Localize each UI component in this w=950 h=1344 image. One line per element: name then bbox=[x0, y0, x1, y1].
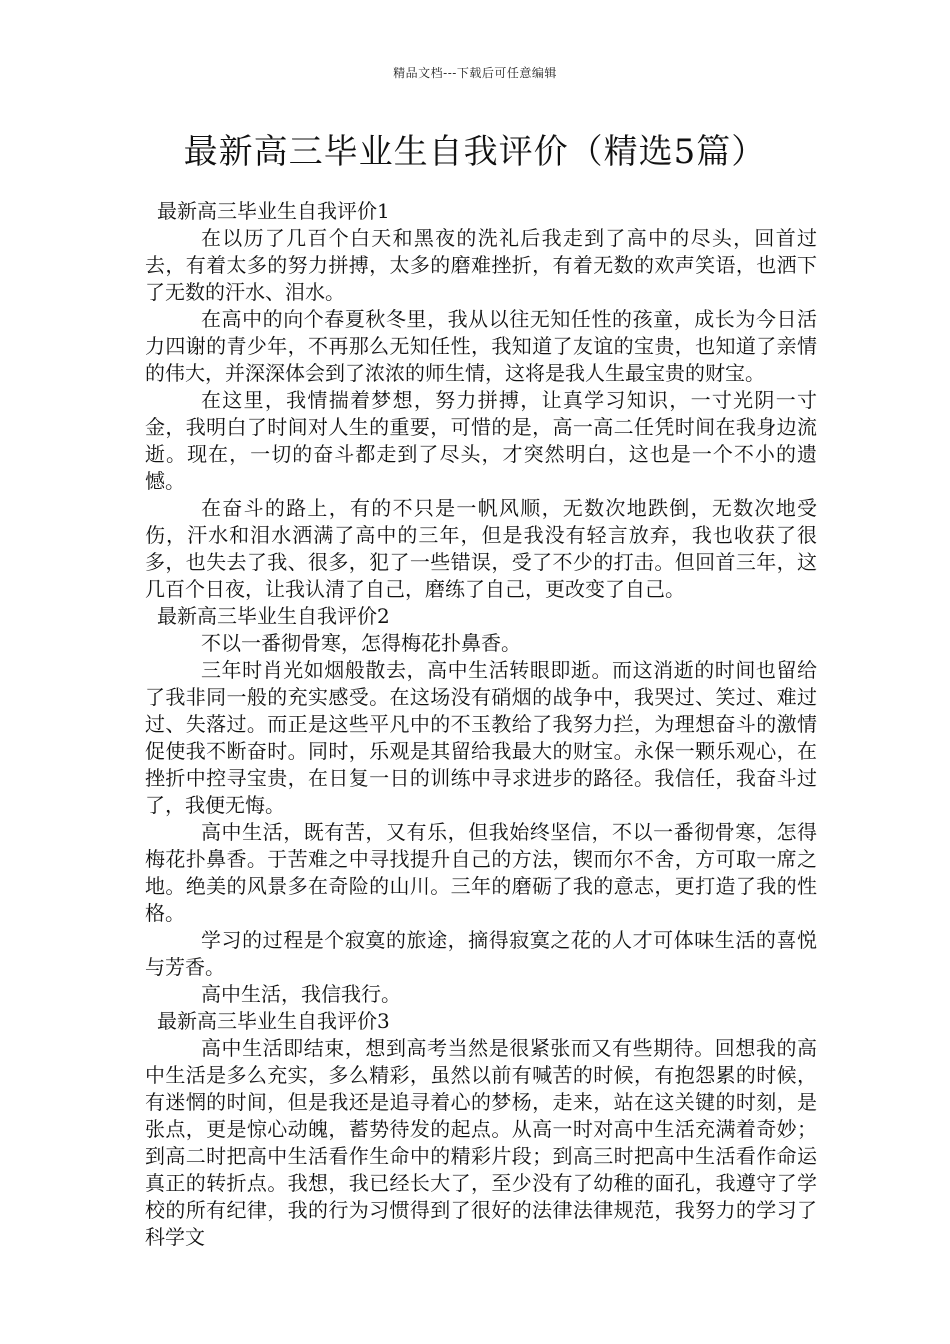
document-body bbox=[145, 198, 817, 1251]
section-heading: 最新高三毕业生自我评价2 bbox=[157, 604, 390, 628]
paragraph: 不以一番彻骨寒，怎得梅花扑鼻香。 bbox=[201, 631, 521, 655]
paragraph: 在高中的向个春夏秋冬里，我从以往无知任性的孩童，成长为今日活力四谢的青少年，不再那么无知任性，我知道了友谊的宝贵，也知道了亲情的伟大，并深深体会到了浓浓的师生情，这将是我人生最宝贵的财宝。 bbox=[145, 307, 817, 385]
section-heading: 最新高三毕业生自我评价1 bbox=[157, 199, 390, 223]
section-heading: 最新高三毕业生自我评价3 bbox=[157, 1009, 390, 1033]
paragraph: 高中生活，既有苦，又有乐，但我始终坚信，不以一番彻骨寒，怎得梅花扑鼻香。于苦难之中寻找提升自己的方法，锲而尔不舍，方可取一席之地。绝美的风景多在奇险的山川。三年的磨砺了我的意志，更打造了我的性格。 bbox=[145, 820, 817, 925]
document-title: 最新高三毕业生自我评价（精选5篇） bbox=[183, 132, 767, 172]
paragraph: 在这里，我情揣着梦想，努力拼搏，让真学习知识，一寸光阴一寸金，我明白了时间对人生的重要，可惜的是，高一高二任凭时间在我身边流逝。现在，一切的奋斗都走到了尽头，才突然明白，这也是一个不小的遗憾。 bbox=[145, 388, 817, 493]
page-header: 精品文档---下载后可任意编辑 bbox=[393, 66, 557, 80]
paragraph: 在奋斗的路上，有的不只是一帆风顺，无数次地跌倒，无数次地受伤，汗水和泪水洒满了高中的三年，但是我没有轻言放弃，我也收获了很多，也失去了我、很多，犯了一些错误，受了不少的打击。但回首三年，这几百个日夜，让我认清了自己，磨练了自己，更改变了自己。 bbox=[145, 496, 817, 601]
paragraph: 高中生活，我信我行。 bbox=[201, 982, 401, 1006]
paragraph: 在以历了几百个白天和黑夜的洗礼后我走到了高中的尽头，回首过去，有着太多的努力拼搏，太多的磨难挫折，有着无数的欢声笑语，也洒下了无数的汗水、泪水。 bbox=[145, 226, 817, 304]
paragraph: 高中生活即结束，想到高考当然是很紧张而又有些期待。回想我的高中生活是多么充实，多么精彩，虽然以前有喊苦的时候，有抱怨累的时候，有迷惘的时间，但是我还是追寻着心的梦杨，走来，站在这关键的时刻，是张点，更是惊心动魄，蓄势待发的起点。从高一时对高中生活充满着奇妙；到高二时把高中生活看作生命中的精彩片段；到高三时把高中生活看作命运真正的转折点。我想，我已经长大了，至少没有了幼稚的面孔，我遵守了学校的所有纪律，我的行为习惯得到了很好的法律法律规范，我努力的学习了科学文 bbox=[145, 1036, 817, 1249]
paragraph: 学习的过程是个寂寞的旅途，摘得寂寞之花的人才可体味生活的喜悦与芳香。 bbox=[145, 928, 817, 979]
paragraph: 三年时肖光如烟般散去，高中生活转眼即逝。而这消逝的时间也留给了我非同一般的充实感受。在这场没有硝烟的战争中，我哭过、笑过、难过过、失落过。而正是这些平凡中的不玉教给了我努力拦，为理想奋斗的激情促使我不断奋时。同时，乐观是其留给我最大的财宝。永保一颗乐观心，在挫折中控寻宝贵，在日复一日的训练中寻求进步的路径。我信任，我奋斗过了，我便无悔。 bbox=[145, 658, 817, 817]
